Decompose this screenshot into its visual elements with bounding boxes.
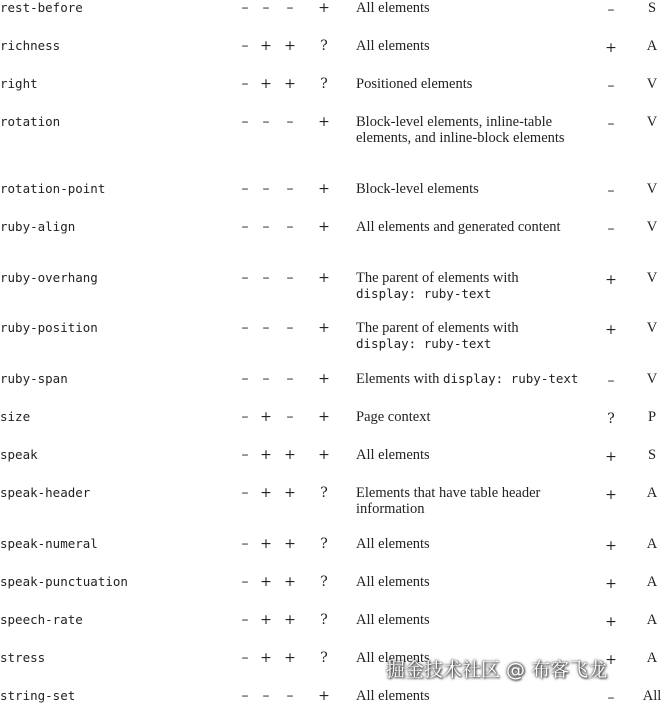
inherited-cell: – <box>607 690 615 706</box>
support-cell: ? <box>320 76 328 92</box>
support-cell: – <box>286 219 294 235</box>
support-cell: + <box>284 447 296 463</box>
applies-to: All elements <box>356 0 430 16</box>
support-cell: + <box>284 650 296 666</box>
support-cell: – <box>262 320 270 336</box>
support-cell: – <box>262 219 270 235</box>
media-cell: A <box>646 38 658 54</box>
applies-text: Elements with <box>356 371 440 387</box>
support-cell: + <box>318 371 330 387</box>
applies-code: display: ruby-text <box>356 336 492 351</box>
watermark: 掘金技术社区 @ 布客飞龙 <box>386 659 608 681</box>
support-cell: – <box>241 181 249 197</box>
media-cell: A <box>646 650 658 666</box>
inherited-cell: + <box>605 449 617 465</box>
support-cell: – <box>262 688 270 704</box>
property-name: richness <box>0 38 61 53</box>
applies-to: All elements and generated content <box>356 219 561 235</box>
applies-to: Positioned elements <box>356 76 473 92</box>
property-name: ruby-overhang <box>0 270 98 285</box>
support-cell: – <box>241 38 249 54</box>
media-cell: A <box>646 485 658 501</box>
property-name: rest-before <box>0 0 83 15</box>
inherited-cell: ? <box>607 411 615 427</box>
support-cell: – <box>241 270 249 286</box>
support-cell: + <box>260 76 272 92</box>
applies-text: The parent of elements with <box>356 320 519 336</box>
support-cell: ? <box>320 38 328 54</box>
media-cell: S <box>647 447 657 463</box>
support-cell: + <box>260 650 272 666</box>
applies-code: display: ruby-text <box>443 371 579 386</box>
applies-to: All elements <box>356 447 430 463</box>
support-cell: – <box>286 270 294 286</box>
inherited-cell: + <box>605 538 617 554</box>
property-name: stress <box>0 650 46 665</box>
support-cell: – <box>262 371 270 387</box>
applies-to: Elements that have table header information <box>356 485 541 517</box>
support-cell: ? <box>320 574 328 590</box>
media-cell: All <box>642 688 662 704</box>
support-cell: – <box>286 688 294 704</box>
support-cell: + <box>284 76 296 92</box>
media-cell: V <box>646 76 658 92</box>
support-cell: – <box>241 650 249 666</box>
inherited-cell: – <box>607 2 615 18</box>
media-cell: V <box>646 320 658 336</box>
inherited-cell: – <box>607 78 615 94</box>
property-name: ruby-span <box>0 371 68 386</box>
support-cell: – <box>241 219 249 235</box>
support-cell: ? <box>320 612 328 628</box>
inherited-cell: + <box>605 40 617 56</box>
support-cell: + <box>318 181 330 197</box>
support-cell: + <box>318 409 330 425</box>
property-name: speak-header <box>0 485 91 500</box>
inherited-cell: + <box>605 652 617 668</box>
support-cell: ? <box>320 485 328 501</box>
applies-text: The parent of elements with <box>356 270 519 286</box>
property-name: rotation <box>0 114 61 129</box>
support-cell: + <box>318 219 330 235</box>
support-cell: + <box>284 536 296 552</box>
media-cell: A <box>646 612 658 628</box>
support-cell: – <box>286 181 294 197</box>
inherited-cell: – <box>607 221 615 237</box>
support-cell: + <box>284 574 296 590</box>
applies-to <box>356 320 584 352</box>
property-name: rotation-point <box>0 181 106 196</box>
support-cell: – <box>241 320 249 336</box>
support-cell: + <box>284 485 296 501</box>
support-cell: + <box>318 270 330 286</box>
property-name: size <box>0 409 31 424</box>
applies-to: All elements <box>356 574 430 590</box>
support-cell: + <box>260 485 272 501</box>
inherited-cell: + <box>605 614 617 630</box>
support-cell: – <box>241 76 249 92</box>
media-cell: A <box>646 574 658 590</box>
media-cell: V <box>646 114 658 130</box>
media-cell: A <box>646 536 658 552</box>
support-cell: – <box>286 114 294 130</box>
support-cell: – <box>241 485 249 501</box>
support-cell: + <box>318 688 330 704</box>
media-cell: V <box>646 371 658 387</box>
support-cell: + <box>260 38 272 54</box>
media-cell: P <box>647 409 657 425</box>
support-cell: + <box>284 38 296 54</box>
inherited-cell: + <box>605 322 617 338</box>
inherited-cell: + <box>605 576 617 592</box>
media-cell: V <box>646 270 658 286</box>
support-cell: + <box>318 0 330 16</box>
inherited-cell: – <box>607 116 615 132</box>
property-name: ruby-align <box>0 219 76 234</box>
support-cell: – <box>286 0 294 16</box>
applies-to: All elements <box>356 650 430 666</box>
support-cell: + <box>284 612 296 628</box>
applies-to: Block-level elements <box>356 181 479 197</box>
applies-to: All elements <box>356 536 430 552</box>
property-name: speak <box>0 447 38 462</box>
support-cell: – <box>241 574 249 590</box>
property-name: speak-punctuation <box>0 574 128 589</box>
applies-to: All elements <box>356 38 430 54</box>
support-cell: – <box>262 181 270 197</box>
support-cell: + <box>318 447 330 463</box>
support-cell: – <box>241 409 249 425</box>
support-cell: + <box>260 612 272 628</box>
inherited-cell: + <box>605 487 617 503</box>
applies-to <box>356 371 596 387</box>
applies-to: Page context <box>356 409 431 425</box>
support-cell: ? <box>320 536 328 552</box>
support-cell: + <box>260 574 272 590</box>
support-cell: – <box>286 320 294 336</box>
support-cell: – <box>286 371 294 387</box>
support-cell: – <box>262 0 270 16</box>
media-cell: V <box>646 181 658 197</box>
support-cell: – <box>286 409 294 425</box>
support-cell: – <box>241 0 249 16</box>
property-name: speech-rate <box>0 612 83 627</box>
support-cell: + <box>260 409 272 425</box>
inherited-cell: + <box>605 272 617 288</box>
property-name: string-set <box>0 688 76 703</box>
support-cell: + <box>260 536 272 552</box>
applies-code: display: ruby-text <box>356 286 492 301</box>
property-name: ruby-position <box>0 320 98 335</box>
support-cell: – <box>241 612 249 628</box>
support-cell: – <box>241 114 249 130</box>
media-cell: V <box>646 219 658 235</box>
applies-to <box>356 270 584 302</box>
inherited-cell: – <box>607 183 615 199</box>
applies-to: All elements <box>356 688 430 704</box>
inherited-cell: – <box>607 373 615 389</box>
support-cell: ? <box>320 650 328 666</box>
support-cell: – <box>241 688 249 704</box>
support-cell: + <box>318 320 330 336</box>
property-name: speak-numeral <box>0 536 98 551</box>
media-cell: S <box>647 0 657 16</box>
support-cell: – <box>262 114 270 130</box>
support-cell: – <box>241 447 249 463</box>
support-cell: – <box>241 536 249 552</box>
support-cell: + <box>260 447 272 463</box>
applies-to: Block-level elements, inline-table elements, and inline-block elements <box>356 114 565 146</box>
support-cell: – <box>262 270 270 286</box>
property-name: right <box>0 76 38 91</box>
support-cell: + <box>318 114 330 130</box>
support-cell: – <box>241 371 249 387</box>
applies-to: All elements <box>356 612 430 628</box>
